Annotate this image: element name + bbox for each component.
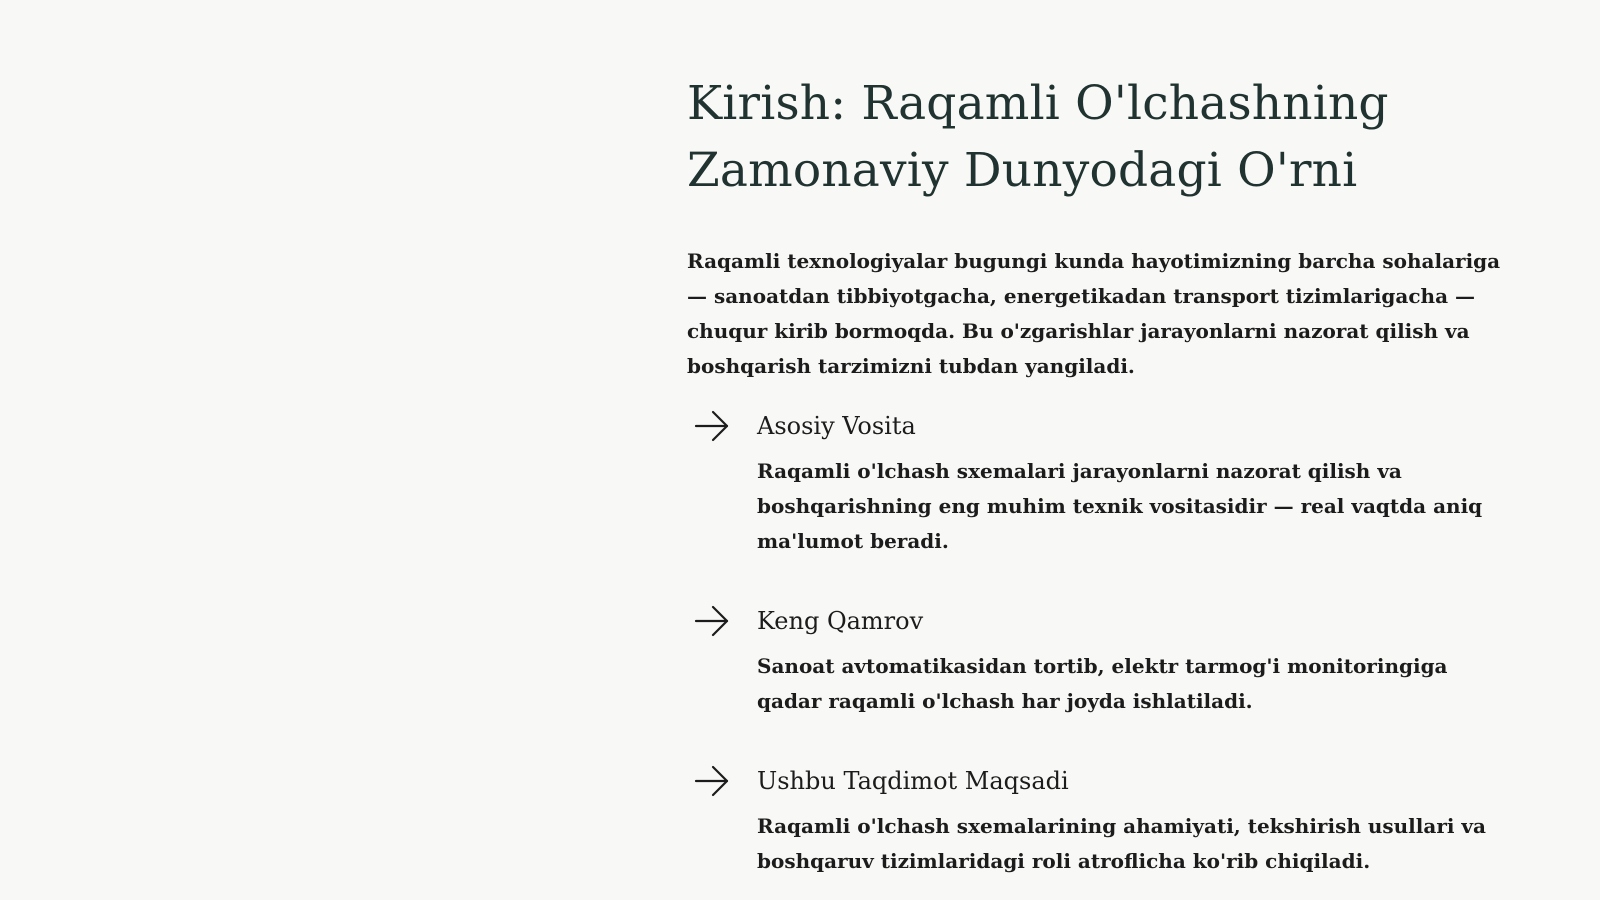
arrow-right-icon (694, 409, 730, 443)
list-item (687, 406, 1517, 559)
list-item-text: Sanoat avtomatikasidan tortib, elektr tarmog'i monitoringiga qadar raqamli o'lchash har joyda ishlatiladi. (757, 654, 1448, 713)
list-item-text: Raqamli o'lchash sxemalari jarayonlarni nazorat qilish va boshqarishning eng muhim texnik vositasidir — real vaqtda aniq ma'lumot beradi. (757, 459, 1483, 553)
left-blank-area (0, 0, 640, 900)
list-item-text: Raqamli o'lchash sxemalarining ahamiyati, tekshirish usullari va boshqaruv tizimlaridagi roli atroflicha ko'rib chiqiladi. (757, 814, 1487, 873)
list-item-title: Keng Qamrov (757, 607, 924, 635)
slide-title: Kirish: Raqamli O'lchashning Zamonaviy Dunyodagi O'rni (687, 76, 1389, 198)
list-item (687, 761, 1517, 879)
list-item-title: Ushbu Taqdimot Maqsadi (757, 767, 1069, 795)
arrow-right-icon (694, 604, 730, 638)
list-item-title: Asosiy Vosita (757, 412, 916, 440)
slide-content (687, 70, 1517, 879)
bullet-list (687, 406, 1517, 879)
arrow-right-icon (694, 764, 730, 798)
list-item (687, 601, 1517, 719)
intro-paragraph: Raqamli texnologiyalar bugungi kunda hayotimizning barcha sohalariga — sanoatdan tibbiyotgacha, energetikadan transport tizimlarigacha — chuqur kirib bormoqda. Bu o'zgarishlar jarayonlarni nazorat qilish va boshqarish tarzimizni tubdan yangiladi. (687, 249, 1501, 378)
